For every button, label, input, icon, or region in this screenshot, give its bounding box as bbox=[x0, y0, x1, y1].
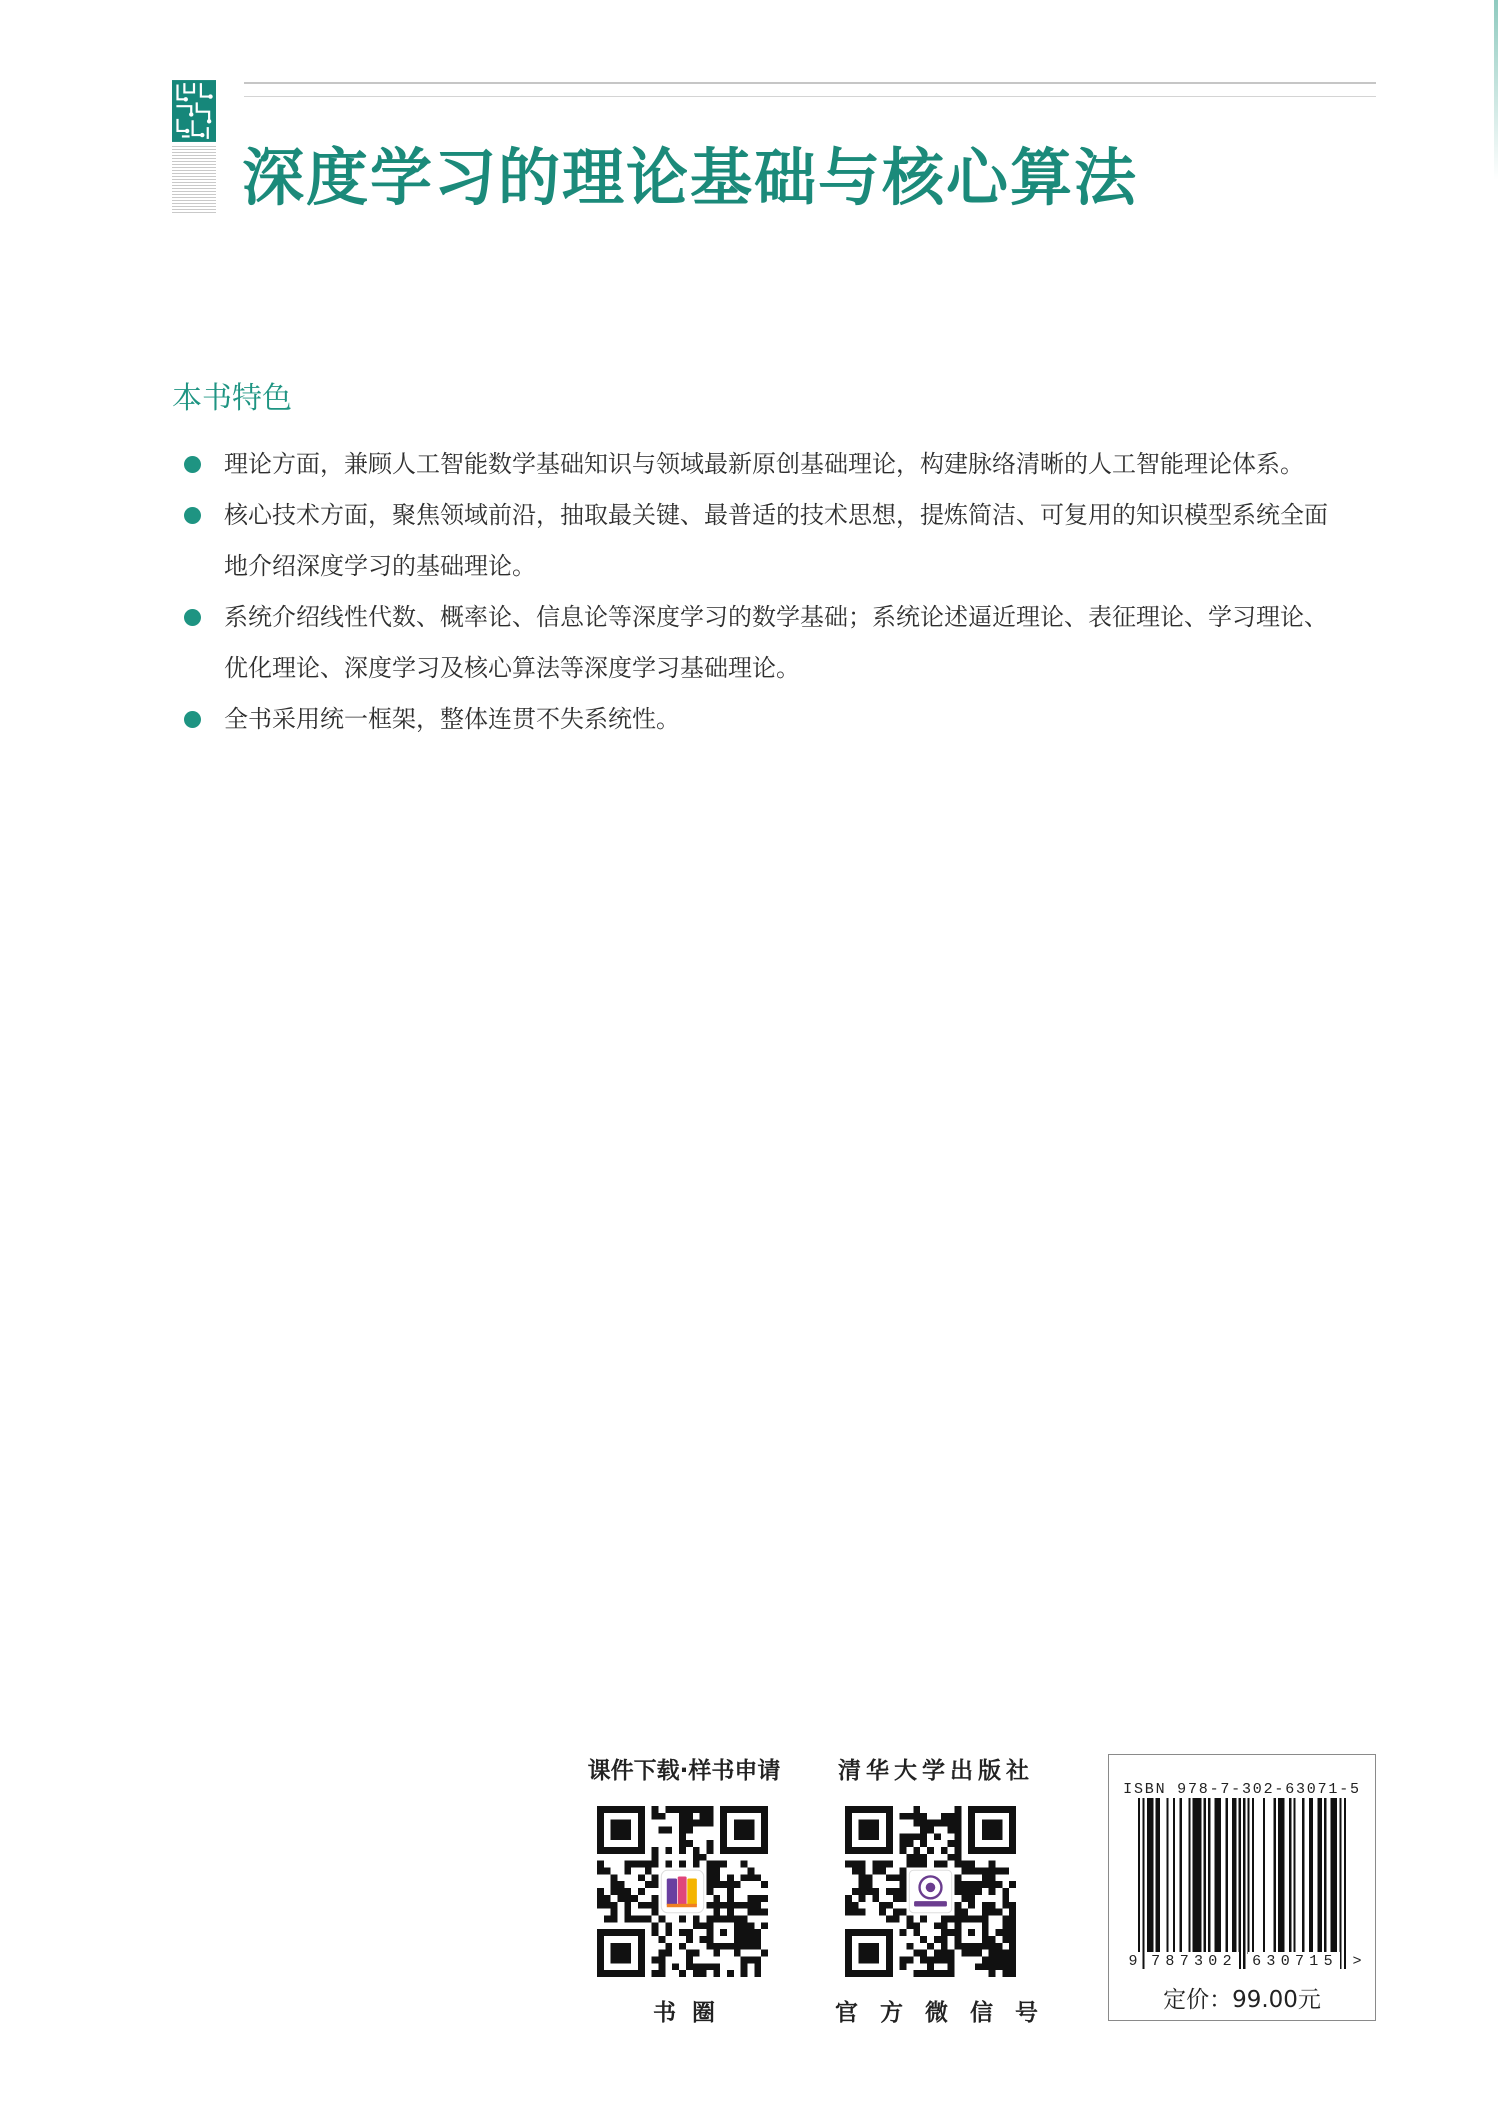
barcode-guard-bars bbox=[1138, 1798, 1346, 1969]
feature-text-line: 地介绍深度学习的基础理论。 bbox=[224, 552, 536, 580]
logo-stripe-pattern bbox=[172, 146, 216, 214]
publisher-qr-code bbox=[845, 1806, 1016, 1977]
publisher-seal-icon bbox=[909, 1870, 951, 1912]
courseware-qr-label: 书 圈 bbox=[652, 2000, 719, 2026]
spine-edge-stripe bbox=[1494, 0, 1498, 180]
feature-item bbox=[172, 439, 1372, 490]
isbn-barcode-box bbox=[1108, 1754, 1376, 2021]
feature-text-line: 系统介绍线性代数、概率论、信息论等深度学习的数学基础；系统论述逼近理论、表征理论、学习理论、 bbox=[224, 603, 1328, 631]
header-rule-top bbox=[244, 82, 1376, 84]
barcode-right-digits: 630715 bbox=[1248, 1952, 1340, 1972]
round-bullet-icon bbox=[184, 609, 201, 626]
courseware-qr-caption: 课件下载·样书申请 bbox=[587, 1758, 781, 1784]
feature-text-line: 全书采用统一框架，整体连贯不失系统性。 bbox=[224, 705, 680, 733]
feature-item bbox=[172, 592, 1372, 694]
barcode-first-digit: 9 bbox=[1126, 1952, 1140, 1972]
courseware-qr-code bbox=[597, 1806, 768, 1977]
barcode-left-digits: 787302 bbox=[1147, 1952, 1239, 1972]
book-title: 深度学习的理论基础与核心算法 bbox=[242, 141, 1139, 214]
feature-text-line: 核心技术方面，聚焦领域前沿，抽取最关键、最普适的技术思想，提炼简洁、可复用的知识模型系统全面 bbox=[224, 501, 1328, 529]
feature-text-line: 理论方面，兼顾人工智能数学基础知识与领域最新原创基础理论，构建脉络清晰的人工智能理论体系。 bbox=[224, 450, 1304, 478]
features-heading: 本书特色 bbox=[172, 381, 292, 416]
feature-item bbox=[172, 490, 1372, 592]
barcode-quiet-zone-mark: > bbox=[1350, 1952, 1364, 1972]
ean13-barcode bbox=[1138, 1798, 1346, 1969]
round-bullet-icon bbox=[184, 711, 201, 728]
circuit-board-icon bbox=[172, 80, 216, 142]
header-rule-bottom bbox=[244, 96, 1376, 97]
barcode-bars bbox=[1147, 1798, 1337, 1954]
publisher-qr-label: 官 方 微 信 号 bbox=[834, 2000, 1046, 2026]
price-label: 定价：99.00元 bbox=[1163, 1987, 1321, 2013]
book-logo-icon bbox=[661, 1870, 703, 1912]
round-bullet-icon bbox=[184, 507, 201, 524]
feature-list bbox=[172, 439, 1372, 745]
round-bullet-icon bbox=[184, 456, 201, 473]
feature-text-line: 优化理论、深度学习及核心算法等深度学习基础理论。 bbox=[224, 654, 800, 682]
publisher-qr-caption: 清华大学出版社 bbox=[838, 1758, 1034, 1784]
isbn-label: ISBN 978-7-302-63071-5 bbox=[1123, 1781, 1361, 1798]
feature-item bbox=[172, 694, 1372, 745]
